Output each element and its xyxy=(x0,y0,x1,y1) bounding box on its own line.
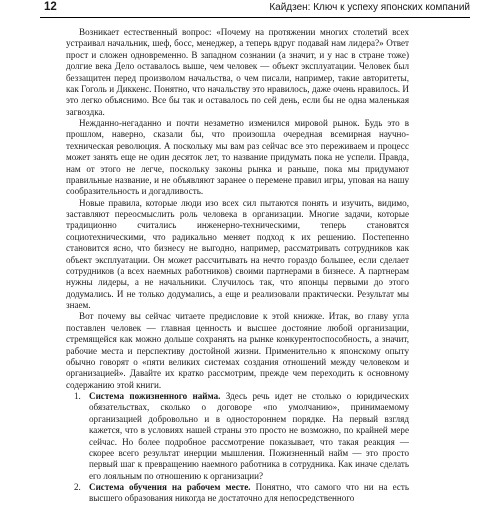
page-header xyxy=(40,2,470,18)
numbered-list xyxy=(66,391,409,505)
list-item-text: Здесь речь идет не столько о юридических обязательствах, сколько о договоре «по умолчанию», принимаемому организацией добровольно и в одностороннем порядке. На первый взгляд кажется, что в условиях нашей страны это просто не возможно, по крайней мере сейчас. Но более подробное рассмотрение показывает, что такая реакция — скорее всего результат инерции мышления. Пожизненный найм — это просто первый шаг к превращению наемного работника в сотрудника. Как иначе сделать его лояльным по отношению к организации? xyxy=(89,391,409,481)
list-item-term: Система обучения на рабочем месте. xyxy=(89,482,251,492)
list-item-number: 1. xyxy=(74,391,81,401)
paragraph: Новые правила, которые люди изо всех сил пытаются понять и изучить, видимо, заставляют переосмыслить роль человека в организации. Многие задачи, которые традиционно считались инженерно-техническими, теперь становятся социотехническими, что радикально меняет подход к их решению. Постепенно становится ясно, что бизнесу не выгодно, например, рассматривать сотрудников как объект эксплуатации. Он может рассчитывать на нечто гораздо большее, если сделает сотрудников (а всех наемных работников) своими партнерами в бизнесе. А партнерам нужны лидеры, а не начальники. Случилось так, что японцы первыми до этого додумались. И не только додумались, а еще и реализовали практически. Результат мы знаем. xyxy=(66,197,409,310)
list-item-term: Система пожизненного найма. xyxy=(89,391,221,401)
list-item-number: 2. xyxy=(74,482,81,492)
list-item-text: Понятно, что самого что ни на есть высшего образования никогда не достаточно для непосредственного xyxy=(89,482,409,504)
list-item xyxy=(66,482,409,505)
paragraph: Нежданно-негаданно и почти незаметно изменился мировой рынок. Будь это в прошлом, наверно, сказали бы, что произошла очередная всемирная научно-техническая революция. А поскольку мы вам раз сейчас все это переживаем и процесс может занять еще не один десяток лет, то название придумать пока не успели. Правда, нам от этого не легче, поскольку законы рынка и раньше, пока мы придумают правильные название, и не объявляют заранее о перемене правил игры, уповая на нашу сообразительность и догадливость. xyxy=(66,118,409,197)
running-title: Кайдзен: Ключ к успеху японских компаний xyxy=(269,2,470,13)
page-number: 12 xyxy=(44,1,57,13)
paragraph: Возникает естественный вопрос: «Почему на протяжении многих столетий всех устраивал начальник, шеф, босс, менеджер, а теперь вдруг подавай нам лидера?» Ответ прост и сложен одновременно. В западном сознании (а значит, и у нас в стране тоже) долгие века Дело оставалось выше, чем человек — объект эксплуатации. Человек был беззащитен перед произволом начальства, о чем писали, например, такие авторитеты, как Гоголь и Диккенс. Понятно, что начальству это нравилось, даже очень нравилось. И это легко объяснимо. Все бы так и оставалось по сей день, если бы не одна маленькая загвоздка. xyxy=(66,27,409,117)
paragraph: Вот почему вы сейчас читаете предисловие к этой книжке. Итак, во главу угла поставлен человек — главная ценность и высшее достояние любой организации, стремящейся как можно дольше сохранять на рынке конкурентоспособность, а значит, рабочие места и перспективу достойной жизни. Применительно к японскому опыту обычно говорят о «пяти великих системах создания отношений между человеком и организацией». Давайте их кратко рассмотрим, прежде чем переходить к основному содержанию этой книги. xyxy=(66,311,409,390)
list-item xyxy=(66,391,409,482)
page-body xyxy=(66,27,409,505)
